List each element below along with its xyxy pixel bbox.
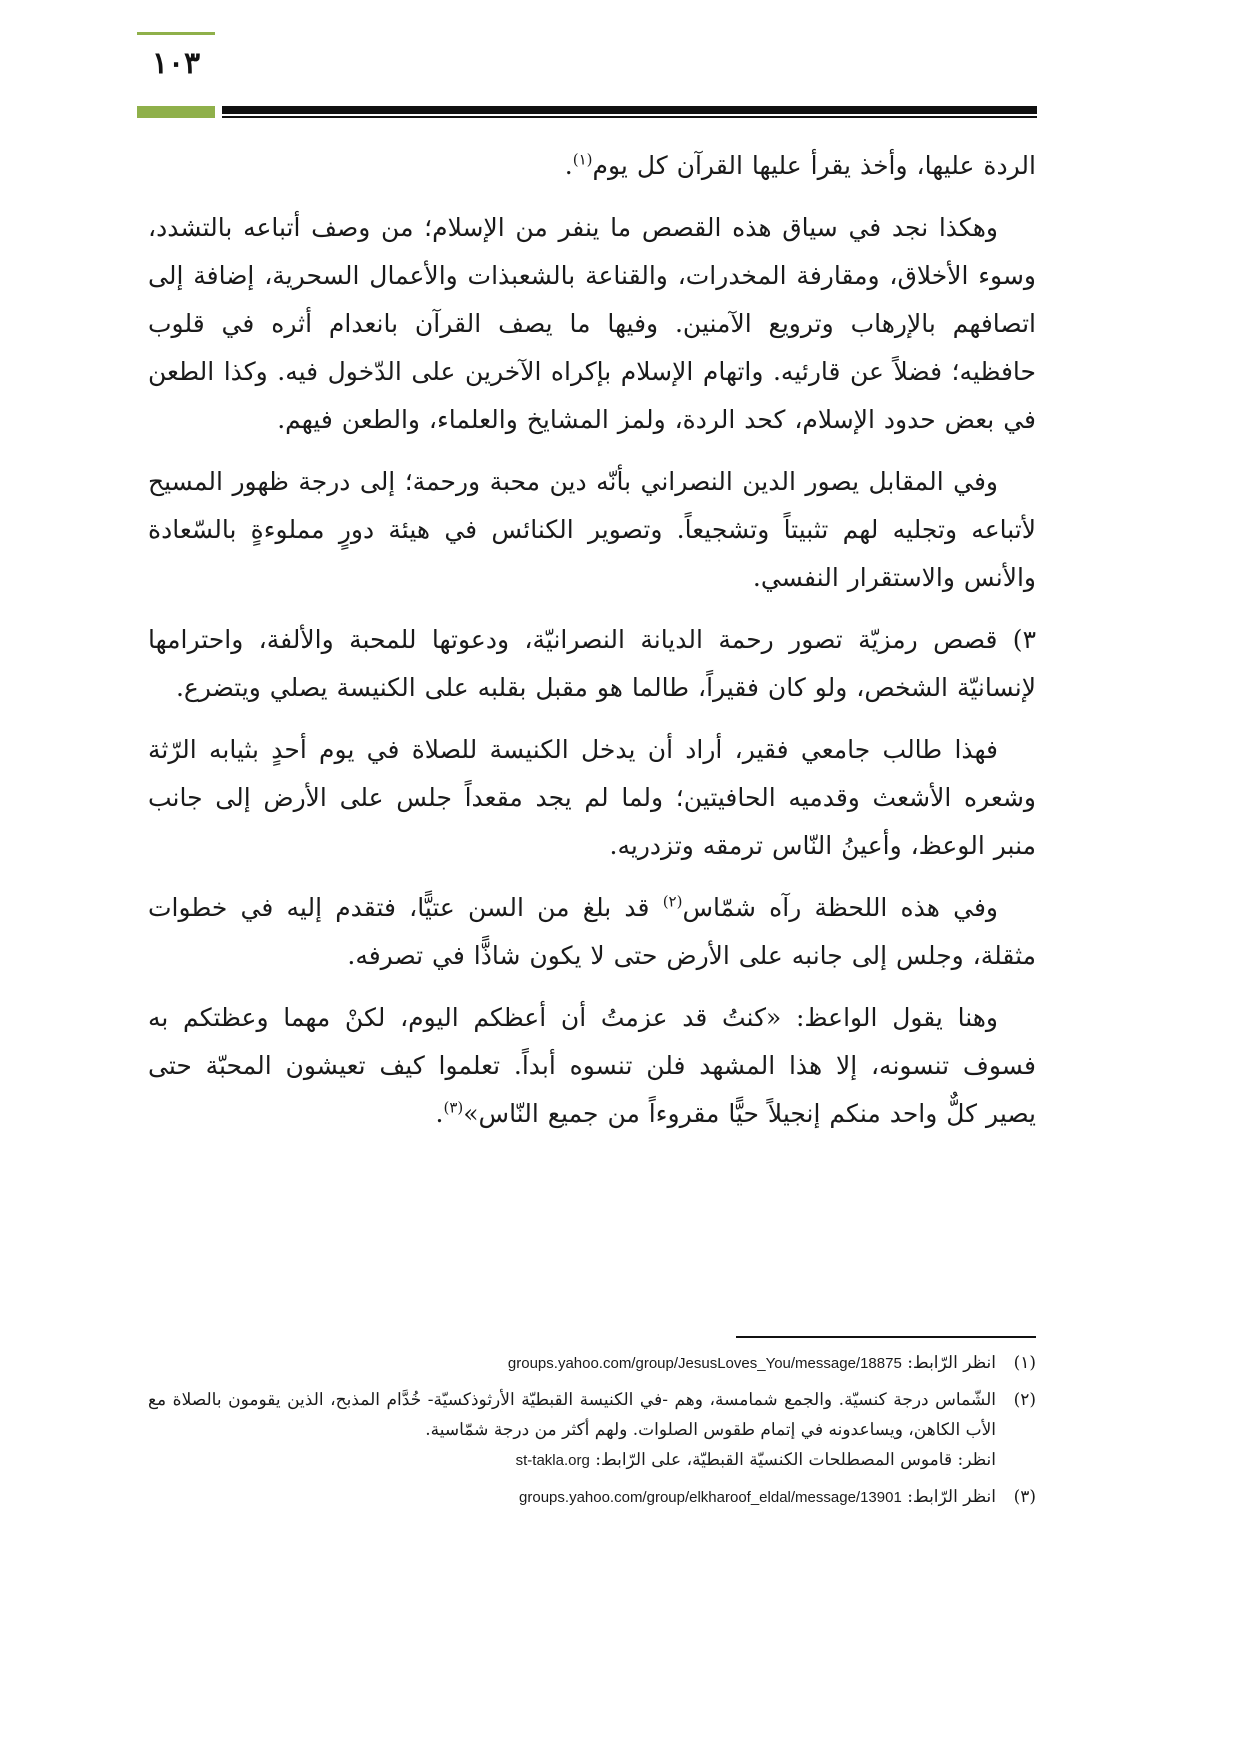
footnote-2	[148, 1385, 1036, 1476]
footnote-2-body	[148, 1385, 996, 1476]
footnote-2-source-text: انظر: قاموس المصطلحات الكنسيّة القبطيّة، على الرّابط:	[589, 1450, 996, 1470]
header-accent-bar	[137, 106, 215, 118]
header-accent-line	[137, 32, 215, 35]
footnote-3-number: (٣)	[1013, 1487, 1036, 1507]
footnote-3-body	[148, 1482, 996, 1513]
footnote-separator	[736, 1336, 1036, 1338]
footnote-1-body	[148, 1348, 996, 1379]
paragraph-6-text-b: قد بلغ من السن عتيًّا، فتقدم إليه في خطوات مثقلة، وجلس إلى جانبه على الأرض حتى لا يكون شاذًّا في تصرفه.	[148, 893, 1036, 970]
paragraph-5: فهذا طالب جامعي فقير، أراد أن يدخل الكنيسة للصلاة في يوم أحدٍ بثيابه الرّثة وشعره الأشعث وقدميه الحافيتين؛ ولما لم يجد مقعداً جلس على الأرض إلى جانب منبر الوعظ، وأعينُ النّاس ترمقه وتزدريه.	[148, 735, 1036, 860]
paragraph-1-text: الردة عليها، وأخذ يقرأ عليها القرآن كل يوم	[592, 151, 1036, 180]
paragraph-6-text-a: وفي هذه اللحظة رآه شمّاس	[682, 893, 999, 922]
paragraph-1	[148, 142, 1036, 190]
footnote-1-text: انظر الرّابط:	[901, 1353, 996, 1373]
footnote-3-text: انظر الرّابط:	[901, 1487, 996, 1507]
header-rule-thin	[222, 116, 1037, 118]
paragraph-4: ٣) قصص رمزيّة تصور رحمة الديانة النصرانيّة، ودعوتها للمحبة والألفة، واحترامها لإنسانيّة الشخص، ولو كان فقيراً، طالما هو مقبل بقلبه على الكنيسة يصلي ويتضرع.	[148, 625, 1036, 702]
footnote-ref-2[interactable]: (٢)	[662, 892, 683, 911]
footnote-2-source	[148, 1445, 996, 1476]
paragraph-6	[148, 884, 1036, 980]
paragraph-2: وهكذا نجد في سياق هذه القصص ما ينفر من الإسلام؛ من وصف أتباعه بالتشدد، وسوء الأخلاق، ومقارفة المخدرات، والقناعة بالشعبذات والأعمال السحرية، إضافة إلى اتصافهم بالإرهاب وترويع الآمنين. وفيها ما يصف القرآن بانعدام أثره في قلوب حافظيه؛ فضلاً عن قارئيه. واتهام الإسلام بإكراه الآخرين على الدّخول فيه. وكذا الطعن في بعض حدود الإسلام، كحد الردة، ولمز المشايخ والعلماء، والطعن فيهم.	[148, 213, 1036, 434]
body-text	[148, 142, 1036, 1152]
paragraph-3: وفي المقابل يصور الدين النصراني بأنّه دين محبة ورحمة؛ إلى درجة ظهور المسيح لأتباعه وتجليه لهم تثبيتاً وتشجيعاً. وتصوير الكنائس في هيئة دورٍ مملوءةٍ بالسّعادة والأنس والاستقرار النفسي.	[148, 467, 1036, 592]
footnote-2-link[interactable]: st-takla.org	[515, 1452, 590, 1469]
footnote-ref-1[interactable]: (١)	[572, 150, 593, 169]
footnote-2-text: الشّماس درجة كنسيّة. والجمع شمامسة، وهم -في الكنيسة القبطيّة الأرثوذكسيّة- خُدَّام المذبح، الذين يقومون بالصلاة مع الأب الكاهن، ويساعدونه في إتمام طقوس الصلوات. ولهم أكثر من درجة شمّاسية.	[148, 1390, 996, 1440]
footnote-3-link[interactable]: groups.yahoo.com/group/elkharoof_eldal/message/13901	[519, 1489, 902, 1506]
page-number: ١٠٣	[151, 46, 201, 81]
paragraph-7-end: .	[435, 1099, 444, 1128]
footnote-1-number: (١)	[1013, 1353, 1036, 1373]
footnotes	[148, 1348, 1036, 1519]
paragraph-1-end: .	[564, 151, 573, 180]
footnote-1-link[interactable]: groups.yahoo.com/group/JesusLoves_You/message/18875	[507, 1355, 902, 1372]
footnote-ref-3[interactable]: (٣)	[443, 1098, 464, 1117]
paragraph-7-text: وهنا يقول الواعظ: «كنتُ قد عزمتُ أن أعظكم اليوم، لكنْ مهما وعظتكم به فسوف تنسونه، إلا هذا المشهد فلن تنسوه أبداً. تعلموا كيف تعيشون المحبّة حتى يصير كلٌّ واحد منكم إنجيلاً حيًّا مقروءاً من جميع النّاس»	[148, 1003, 1036, 1128]
footnote-1	[148, 1348, 1036, 1379]
paragraph-7	[148, 994, 1036, 1138]
header-rule	[222, 106, 1037, 114]
footnote-2-number: (٢)	[1013, 1390, 1036, 1410]
footnote-3	[148, 1482, 1036, 1513]
